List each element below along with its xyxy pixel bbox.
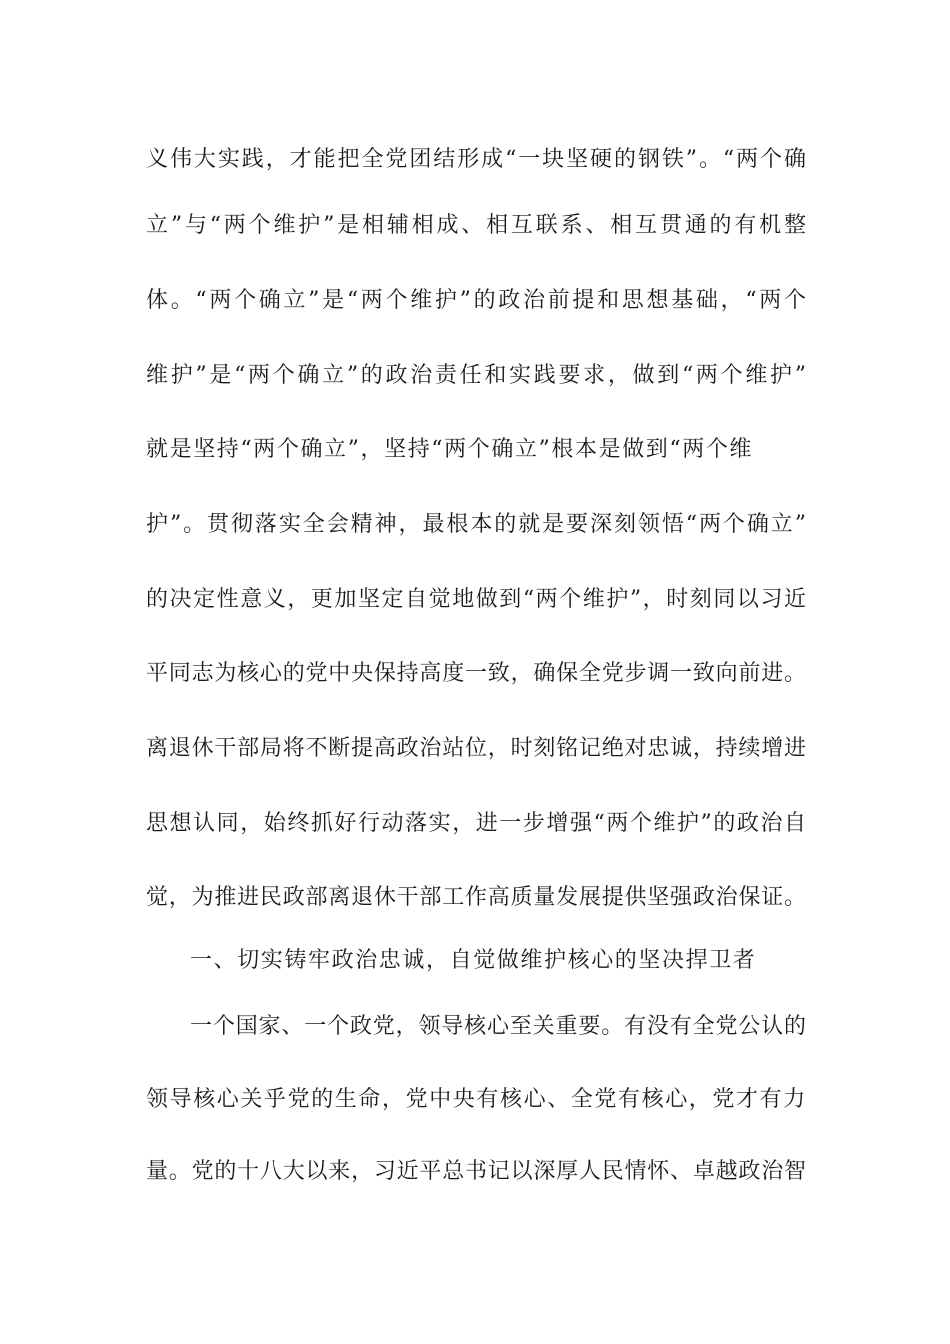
text-line: 平同志为核心的党中央保持高度一致，确保全党步调一致向前进。 [146,661,806,686]
text-line: 领导核心关乎党的生命，党中央有核心、全党有核心，党才有力 [146,1087,807,1112]
text-line: 就是坚持“两个确立”，坚持“两个确立”根本是做到“两个维 [146,437,754,462]
text-line: 思想认同，始终抓好行动落实，进一步增强“两个维护”的政治自 [146,811,806,836]
text-line: 量。党的十八大以来，习近平总书记以深厚人民情怀、卓越政治智 [146,1159,806,1184]
text-line: 护”。贯彻落实全会精神，最根本的就是要深刻领悟“两个确立” [146,512,806,537]
section-heading: 一、切实铸牢政治忠诚，自觉做维护核心的坚决捍卫者 [190,948,757,973]
text-line: 离退休干部局将不断提高政治站位，时刻铭记绝对忠诚，持续增进 [146,736,806,761]
text-line: 义伟大实践，才能把全党团结形成“一块坚硬的钢铁”。“两个确 [146,147,806,172]
text-line: 一个国家、一个政党，领导核心至关重要。有没有全党公认的 [190,1014,806,1039]
text-line: 的决定性意义，更加坚定自觉地做到“两个维护”，时刻同以习近 [146,587,806,612]
text-line: 觉，为推进民政部离退休干部工作高质量发展提供坚强政治保证。 [146,885,806,910]
text-line: 立”与“两个维护”是相辅相成、相互联系、相互贯通的有机整 [146,213,806,238]
text-line: 维护”是“两个确立”的政治责任和实践要求，做到“两个维护” [146,363,806,388]
text-line: 体。“两个确立”是“两个维护”的政治前提和思想基础，“两个 [146,288,806,313]
